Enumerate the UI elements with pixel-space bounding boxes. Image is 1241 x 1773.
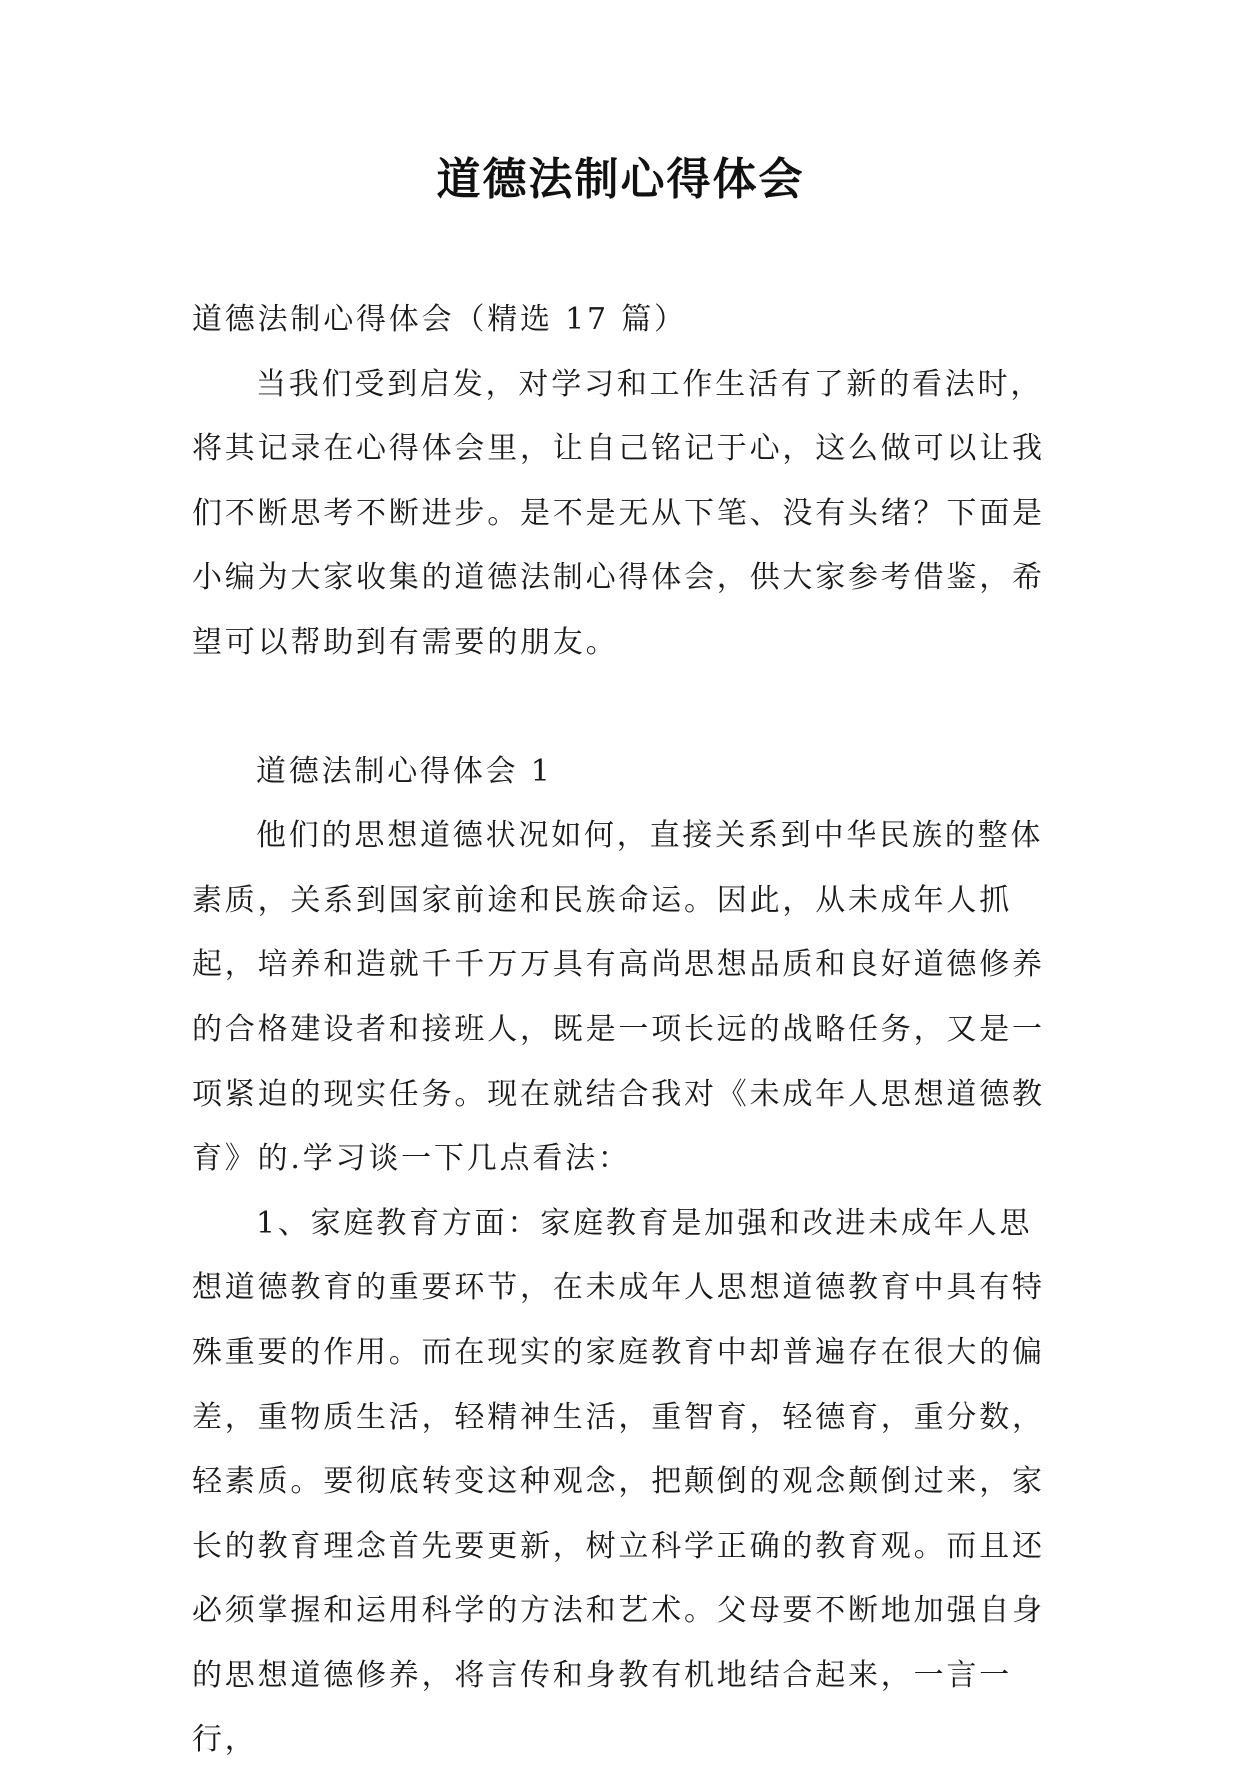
document-subtitle: 道德法制心得体会（精选 17 篇）: [192, 302, 687, 337]
section-heading: 道德法制心得体会 1: [256, 753, 553, 789]
body-paragraph: 他们的思想道德状况如何，直接关系到中华民族的整体素质，关系到国家前途和民族命运。因此，从未成年人抓起，培养和造就千千万万具有高尚思想品质和良好道德修养的合格建设者和接班人，既是一项长远的战略任务，又是一项紧迫的现实任务。现在就结合我对《未成年人思想道德教育》的.学习谈一下几点看法：: [192, 818, 1045, 1177]
document-body: [192, 288, 1054, 1773]
intro-paragraph: 当我们受到启发，对学习和工作生活有了新的看法时，将其记录在心得体会里，让自己铭记于心，这么做可以让我们不断思考不断进步。是不是无从下笔、没有头绪？下面是小编为大家收集的道德法制心得体会，供大家参考借鉴，希望可以帮助到有需要的朋友。: [192, 366, 1045, 660]
document-title: 道德法制心得体会: [436, 154, 805, 205]
body-paragraph: 1、家庭教育方面：家庭教育是加强和改进未成年人思想道德教育的重要环节，在未成年人思想道德教育中具有特殊重要的作用。而在现实的家庭教育中却普遍存在很大的偏差，重物质生活，轻精神生活，重智育，轻德育，重分数，轻素质。要彻底转变这种观念，把颠倒的观念颠倒过来，家长的教育理念首先要更新，树立科学正确的教育观。而且还必须掌握和运用科学的方法和艺术。父母要不断地加强自身的思想道德修养，将言传和身教有机地结合起来，一言一行，: [192, 1205, 1045, 1758]
